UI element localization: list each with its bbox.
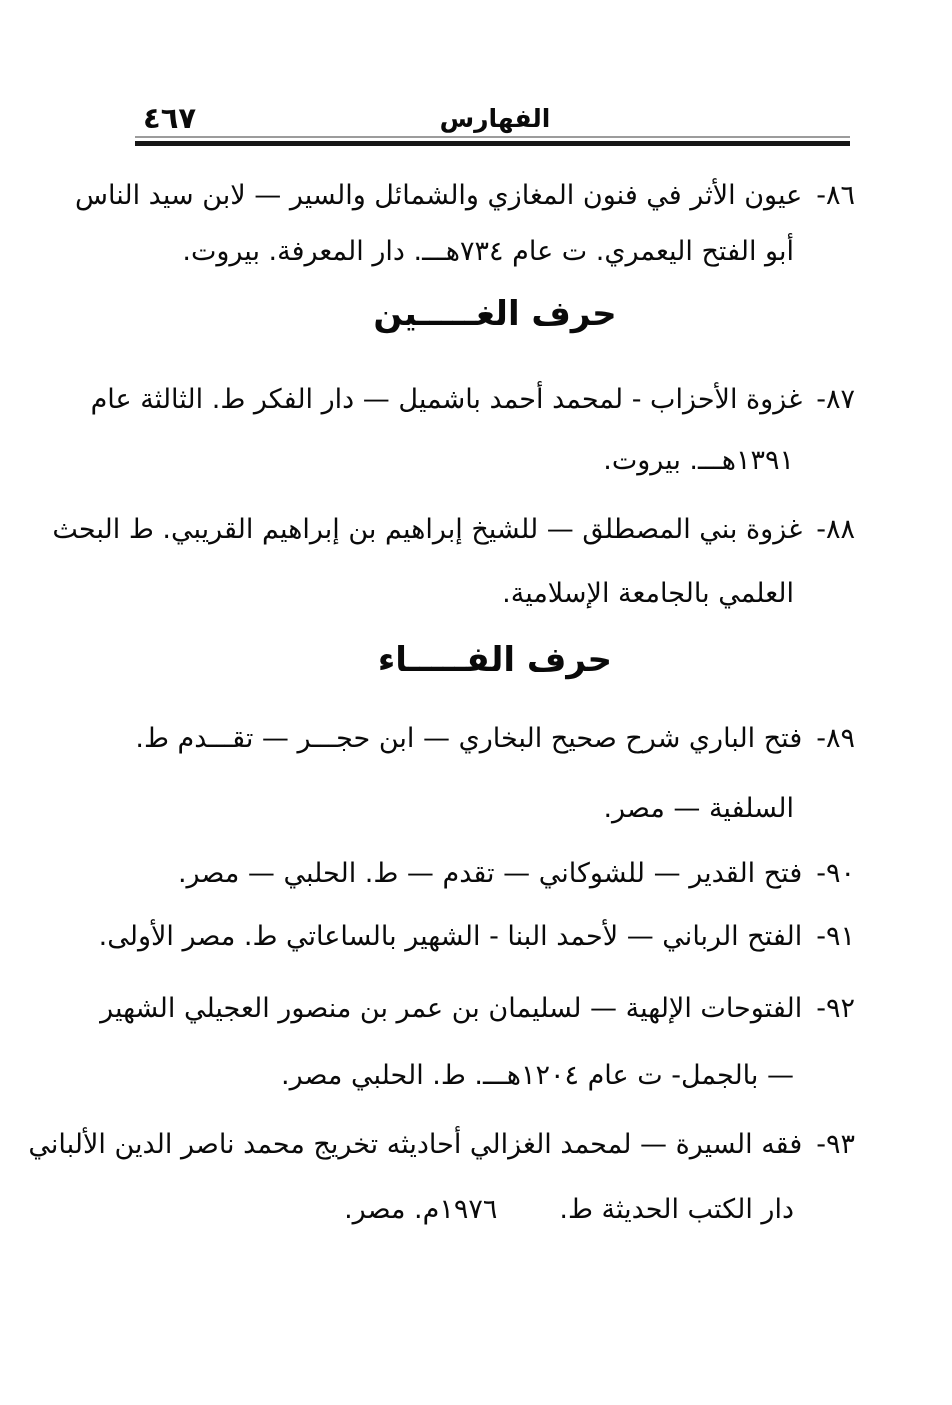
entry-text: غزوة الأحزاب - لمحمد أحمد باشميل — دار الفكر ط. الثالثة عام <box>90 384 803 415</box>
entry-number: ٩٢- <box>816 993 855 1024</box>
entry-text: الفتح الرباني — لأحمد البنا - الشهير بالساعاتي ط. مصر الأولى. <box>98 921 803 952</box>
bib-entry-87-line2: ١٣٩١هـــ. بيروت. <box>603 445 794 476</box>
entry-number: ٨٨- <box>816 514 855 545</box>
bib-entry-89-line2: السلفية — مصر. <box>603 793 794 824</box>
entry-number: ٩٠- <box>816 858 855 889</box>
bib-entry-93-line2 <box>344 1192 794 1228</box>
entry-text: عيون الأثر في فنون المغازي والشمائل والسير — لابن سيد الناس <box>75 180 803 211</box>
bib-entry-88-line2: العلمي بالجامعة الإسلامية. <box>502 578 794 609</box>
header-rule-thin <box>135 136 850 138</box>
page-number: ٤٦٧ <box>143 101 197 135</box>
bib-entry-90-line1 <box>178 856 855 892</box>
entry-text: غزوة بني المصطلق — للشيخ إبراهيم بن إبراهيم القريبي. ط البحث <box>52 514 803 545</box>
entry-number: ٩٣- <box>816 1129 855 1160</box>
bib-entry-89-line1 <box>135 721 855 757</box>
bib-entry-86-line1 <box>75 178 855 214</box>
entry-number: ٨٧- <box>816 384 855 415</box>
bib-entry-92-line1 <box>100 991 855 1027</box>
entry-number: ٨٦- <box>816 180 855 211</box>
entry-text: فقه السيرة — لمحمد الغزالي أحاديثه تخريج محمد ناصر الدين الألباني <box>28 1129 803 1160</box>
entry-text: فتح الباري شرح صحيح البخاري — ابن حجـــر — تقـــدم ط. <box>135 723 803 754</box>
entry-text: فتح القدير — للشوكاني — تقدم — ط. الحلبي — مصر. <box>177 858 803 889</box>
bib-entry-93-line1 <box>28 1127 855 1163</box>
bib-entry-86-line2: أبو الفتح اليعمري. ت عام ٧٣٤هـــ. دار المعرفة. بيروت. <box>182 236 794 267</box>
bib-entry-87-line1 <box>91 382 855 418</box>
entry-text: الفتوحات الإلهية — لسليمان بن عمر بن منصور العجيلي الشهير <box>100 993 803 1024</box>
entry-number: ٨٩- <box>816 723 855 754</box>
bib-entry-88-line1 <box>52 512 855 548</box>
entry-number: ٩١- <box>816 921 855 952</box>
bib-entry-92-line2: — بالجمل- ت عام ١٢٠٤هـــ. ط. الحلبي مصر. <box>281 1060 794 1091</box>
header-rule-thick <box>135 141 850 146</box>
section-heading-fa: حرف الفـــــاء <box>377 640 613 680</box>
year-place-text: ١٩٧٦م. مصر. <box>344 1194 498 1225</box>
section-heading-ghayn: حرف الغـــــين <box>373 294 617 334</box>
page-title: الفهارس <box>439 104 551 133</box>
publisher-text: دار الكتب الحديثة ط. <box>559 1194 794 1225</box>
bib-entry-91-line1 <box>99 919 855 955</box>
